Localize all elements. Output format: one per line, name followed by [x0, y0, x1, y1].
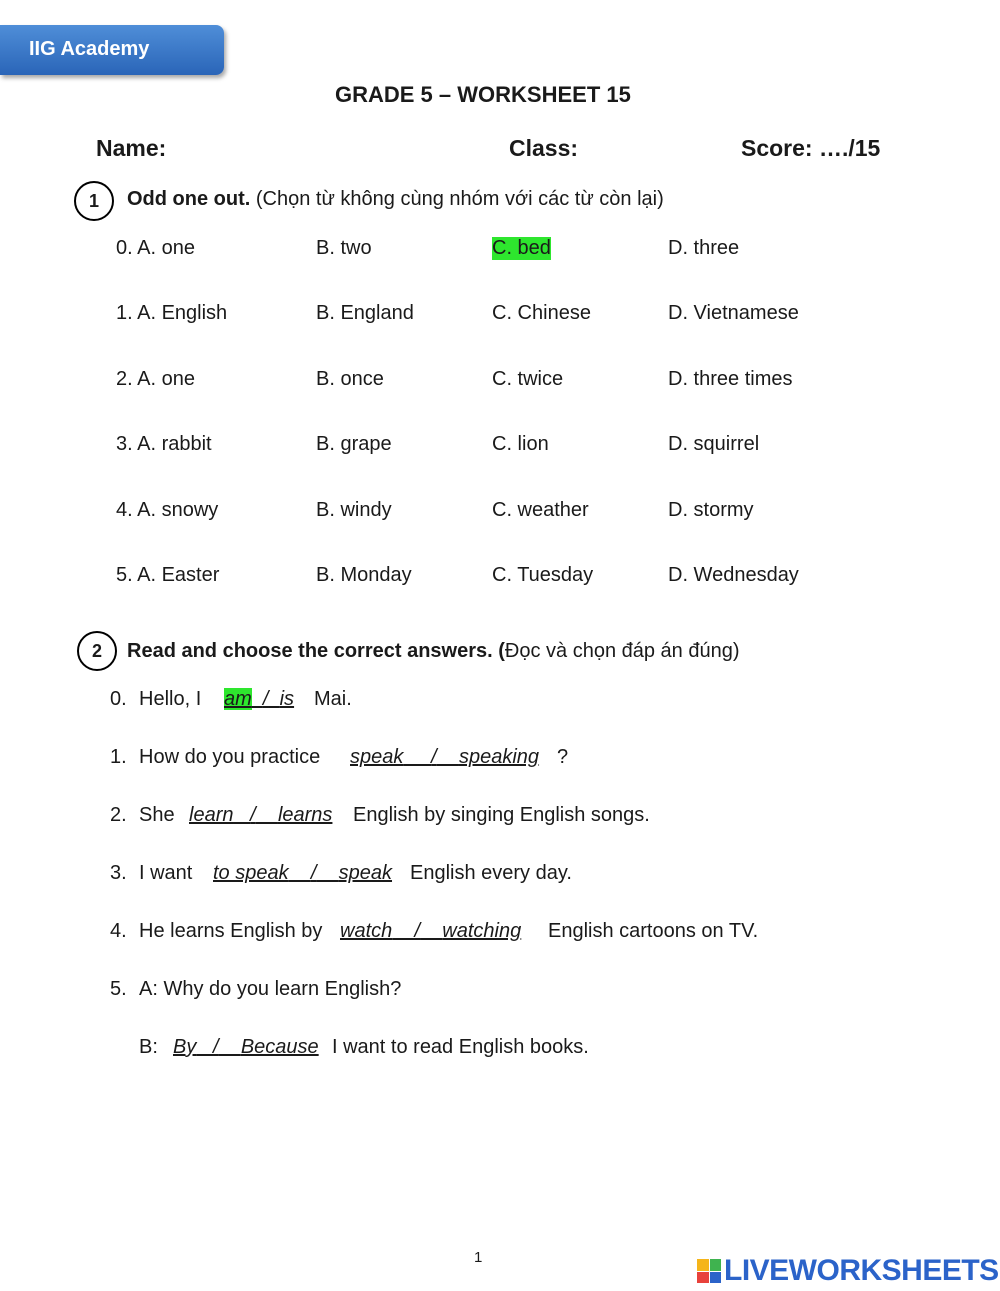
name-label: Name:: [96, 135, 167, 161]
q2-suffix: English by singing English songs.: [353, 804, 650, 826]
q0-prefix: Hello, I: [139, 688, 202, 710]
q5-separator: /: [213, 1036, 219, 1058]
row-3-option-d[interactable]: D. squirrel: [668, 433, 760, 455]
section-1-heading-bold: Odd one out.: [127, 188, 251, 210]
q3-option-2[interactable]: speak: [338, 862, 393, 884]
section-1-heading: [127, 188, 664, 211]
liveworksheets-logo-text: LIVEWORKSHEETS: [724, 1254, 999, 1287]
row-0-option-d[interactable]: D. three: [668, 237, 740, 259]
q5-option-2[interactable]: Because: [240, 1036, 319, 1058]
q3-prefix: I want: [139, 862, 193, 884]
q5-line-a: A: Why do you learn English?: [139, 978, 402, 1000]
row-4-option-b[interactable]: B. windy: [316, 499, 392, 521]
section-2-heading-bold: Read and choose the correct answers. (: [127, 640, 505, 662]
q1-option-1[interactable]: speak: [350, 746, 404, 768]
row-5-option-c[interactable]: C. Tuesday: [492, 564, 594, 586]
q2-option-2[interactable]: learns: [277, 804, 333, 826]
row-1-option-c[interactable]: C. Chinese: [492, 302, 591, 324]
q1-suffix: ?: [557, 746, 569, 768]
row-2-option-a[interactable]: 2. A. one: [116, 368, 195, 390]
section-1-heading-rest: (Chọn từ không cùng nhóm với các từ còn lại): [255, 188, 664, 210]
row-3-option-a[interactable]: 3. A. rabbit: [116, 433, 212, 455]
section-2-number: 2: [77, 631, 117, 671]
q3-number: 3.: [110, 862, 127, 884]
q4-suffix: English cartoons on TV.: [548, 920, 759, 942]
score-label: Score: …./15: [741, 135, 881, 161]
row-4-option-d[interactable]: D. stormy: [668, 499, 754, 521]
q3-option-1[interactable]: to speak: [213, 862, 289, 884]
row-0-option-b[interactable]: B. two: [316, 237, 372, 259]
row-5-option-d[interactable]: D. Wednesday: [668, 564, 799, 586]
q5-suffix: I want to read English books.: [332, 1036, 589, 1058]
q5-number: 5.: [110, 978, 127, 1000]
q2-option-1[interactable]: learn: [189, 804, 234, 826]
q4-option-2[interactable]: watching: [442, 920, 522, 942]
q2-separator: /: [250, 804, 256, 826]
row-2-option-b[interactable]: B. once: [316, 368, 384, 390]
row-5-option-a[interactable]: 5. A. Easter: [116, 564, 220, 586]
brand-tab: IIG Academy: [0, 25, 224, 75]
q0-suffix: Mai.: [314, 688, 352, 710]
row-0-option-a[interactable]: 0. A. one: [116, 237, 195, 259]
q1-option-2[interactable]: speaking: [458, 746, 540, 768]
worksheet-title: GRADE 5 – WORKSHEET 15: [335, 82, 631, 107]
row-3-option-c[interactable]: C. lion: [492, 433, 549, 455]
section-2-heading: [127, 640, 740, 663]
q3-choice[interactable]: [213, 862, 392, 885]
q0-option-1-selected[interactable]: am: [224, 688, 252, 710]
q5-option-1[interactable]: By: [173, 1036, 197, 1058]
q3-suffix: English every day.: [410, 862, 572, 884]
q4-separator: /: [414, 920, 421, 942]
q0-number: 0.: [110, 688, 127, 710]
liveworksheets-logo: [697, 1254, 999, 1288]
q1-separator: /: [431, 746, 437, 768]
q4-option-1[interactable]: watch: [340, 920, 393, 942]
section-1-number: 1: [74, 181, 114, 221]
row-1-option-d[interactable]: D. Vietnamese: [668, 302, 799, 324]
q0-separator: /: [262, 688, 269, 710]
row-1-option-a[interactable]: 1. A. English: [116, 302, 228, 324]
row-3-option-b[interactable]: B. grape: [316, 433, 392, 455]
q2-prefix: She: [139, 804, 175, 826]
q0-choice[interactable]: [224, 688, 294, 711]
liveworksheets-logo-icon: [697, 1259, 721, 1283]
q4-choice[interactable]: [340, 920, 521, 943]
q1-choice[interactable]: [350, 746, 539, 769]
q1-number: 1.: [110, 746, 127, 768]
q4-number: 4.: [110, 920, 127, 942]
q5-b-label: B:: [139, 1036, 158, 1058]
q2-choice[interactable]: [189, 804, 332, 827]
class-label: Class:: [509, 135, 579, 161]
row-4-option-c[interactable]: C. weather: [492, 499, 589, 521]
row-4-option-a[interactable]: 4. A. snowy: [116, 499, 219, 521]
q2-number: 2.: [110, 804, 127, 826]
row-2-option-c[interactable]: C. twice: [492, 368, 564, 390]
row-1-option-b[interactable]: B. England: [316, 302, 414, 324]
q5-choice[interactable]: [173, 1036, 319, 1059]
row-5-option-b[interactable]: B. Monday: [316, 564, 412, 586]
section-2-heading-rest: Đọc và chọn đáp án đúng): [504, 640, 740, 662]
q4-prefix: He learns English by: [139, 920, 323, 942]
q1-prefix: How do you practice: [139, 746, 321, 768]
row-0-option-c-selected[interactable]: C. bed: [492, 237, 551, 259]
page-number: 1: [474, 1249, 483, 1266]
row-2-option-d[interactable]: D. three times: [668, 368, 793, 390]
q0-option-2[interactable]: is: [279, 688, 295, 710]
q3-separator: /: [310, 862, 317, 884]
